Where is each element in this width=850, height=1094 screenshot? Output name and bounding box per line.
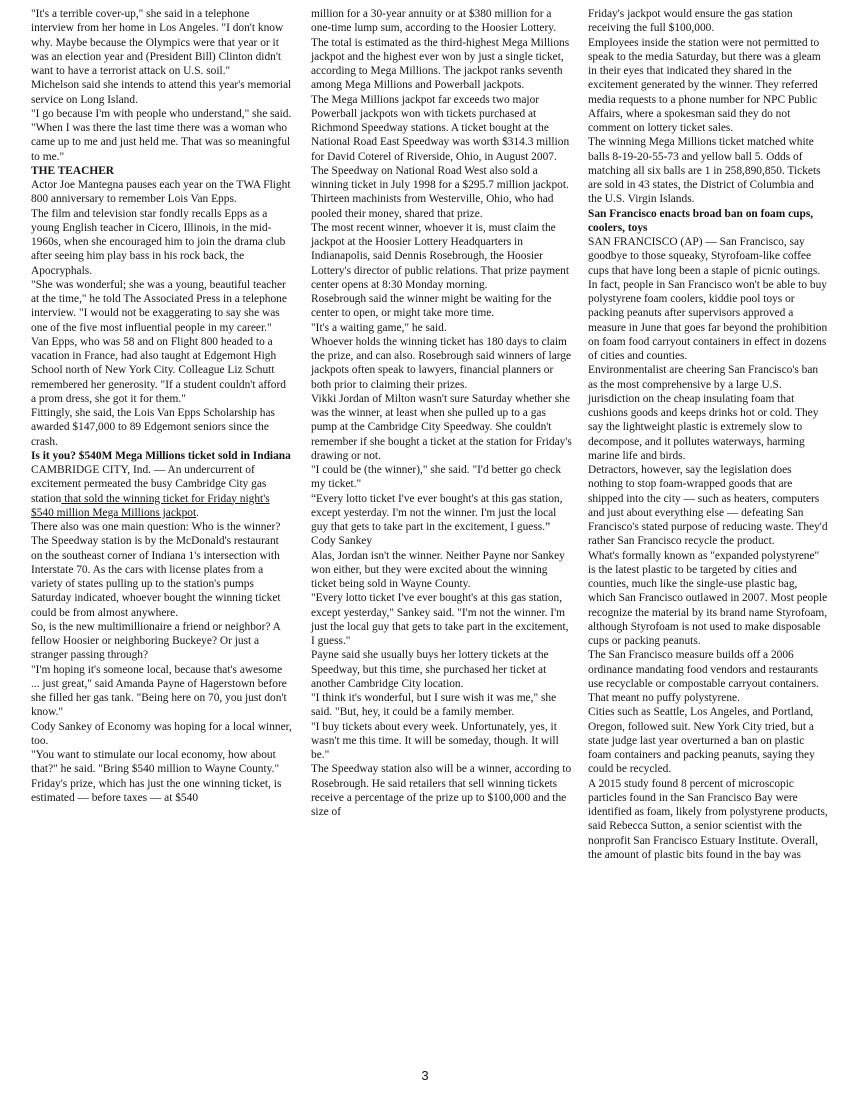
- paragraph: The winning Mega Millions ticket matched white balls 8-19-20-55-73 and yellow ball 5. Odds of matching all six balls are 1 in 258,890,850. Tickets are sold in 43 states, the District of Columbia and the U.S. Virgin Islands.: [588, 136, 821, 206]
- paragraph: SAN FRANCISCO (AP) — San Francisco, say goodbye to those squeaky, Styrofoam-like coffee cups that have long been a staple of picnic outings.: [588, 236, 821, 277]
- paragraph: "You want to stimulate our local economy, how about that?" he said. "Bring $540 million to Wayne County.": [31, 749, 280, 776]
- paragraph: "I could be (the winner)," she said. "I'd better go check my ticket.": [311, 464, 562, 491]
- paragraph: A 2015 study found 8 percent of microscopic particles found in the San Francisco Bay were identified as foam, likely from polystyrene products, said Rebecca Sutton, a senior scientist with the nonprofit San Francisco Estuary Institute. Overall, the amount of plastic bits found in the bay was: [588, 777, 828, 861]
- paragraph: [31, 463, 293, 520]
- column-right: [588, 7, 828, 862]
- paragraph: "I buy tickets about every week. Unfortunately, yes, it wasn't me this time. It will be someday, though. It will be.": [311, 720, 559, 761]
- paragraph: There also was one main question: Who is the winner?: [31, 521, 281, 533]
- page-number: 3: [421, 1068, 429, 1083]
- paragraph: "She was wonderful; she was a young, beautiful teacher at the time," he told The Associated Press in a telephone interview. "I would not be exaggerating to say she was one of the five most influential people in my career.": [31, 278, 287, 334]
- article-headline-foam-ban: San Francisco enacts broad ban on foam cups, coolers, toys: [588, 207, 814, 234]
- paragraph: The Mega Millions jackpot far exceeds two major Powerball jackpots won with tickets purchased at Richmond Speedway stations. A ticket bought at the National Road East Speedway was worth $314.3 million for David Coterel of Riverside, Ohio, in August 2007. The Speedway on National Road West also sold a winning ticket in July 1998 for a $295.7 million jackpot. Thirteen machinists from Westerville, Ohio, who had pooled their money, shared that prize.: [311, 93, 570, 220]
- paragraph: "I think it's wonderful, but I sure wish it was me," she said. "But, hey, it could be a family member.: [311, 692, 557, 719]
- paragraph: So, is the new multimillionaire a friend or neighbor? A fellow Hoosier or neighboring Buckeye? Or just a stranger passing through?: [31, 620, 281, 662]
- paragraph: Vikki Jordan of Milton wasn't sure Saturday whether she was the winner, at least when she pulled up to a gas pump at the Cambridge City Speedway. She couldn't remember if she bought a ticket at the station for Friday's drawing or not.: [311, 392, 572, 462]
- paragraph: Environmentalist are cheering San Francisco's ban as the most comprehensive by a large U.S. jurisdiction on the cheap insulating foam that cushions goods and keeps drinks hot or cold. They say the lightweight plastic is extremely slow to decompose, and it pollutes waterways, harming marine life and birds.: [588, 364, 819, 462]
- paragraph: Rosebrough said the winner might be waiting for the center to open, or might take more time.: [311, 293, 552, 320]
- paragraph: Detractors, however, say the legislation does nothing to stop foam-wrapped goods that are shipped into the city — such as heaters, computers and just about everything else — defeating San Francisco's stated purpose of reducing waste. They'd rather San Francisco recycle the product.: [588, 464, 828, 548]
- paragraph: Van Epps, who was 58 and on Flight 800 headed to a vacation in France, had also taught at Edgemont High School north of New York City. Colleague Liz Schutt remembered her generosity. "If a student couldn't afford a prom dress, she got it for them.": [31, 335, 286, 405]
- article-headline-mega-millions: Is it you? $540M Mega Millions ticket sold in Indiana: [31, 449, 291, 462]
- paragraph: The Speedway station is by the McDonald's restaurant on the southeast corner of Indiana 1's intersection with Interstate 70. As the cars with license plates from a variety of states pulling up to the station's pumps Saturday indicated, whoever bought the winning ticket could be from almost anywhere.: [31, 535, 281, 619]
- section-heading-teacher: THE TEACHER: [31, 164, 115, 177]
- paragraph: Michelson said she intends to attend this year's memorial service on Long Island.: [31, 79, 292, 106]
- paragraph: What's formally known as "expanded polystyrene" is the latest plastic to be targeted by cities and counties, much like the single-use plastic bag, which San Francisco outlawed in 2007. Most people recognize the material by its brand name Styrofoam, although Styrofoam is not used to make disposable cups or packing peanuts.: [588, 549, 828, 647]
- paragraph: The film and television star fondly recalls Epps as a young English teacher in Cicero, Illinois, in the mid-1960s, when she encouraged him to join the drama club after seeing him play bass in his rock back, the Apocryphals.: [31, 207, 286, 277]
- paragraph: Friday's prize, which has just the one winning ticket, is estimated — before taxes — at $540: [31, 777, 282, 804]
- paragraph: "I'm hoping it's someone local, because that's awesome ... just great," said Amanda Payne of Hagerstown before she filled her gas tank. "Being here on 70, you just don't know.": [31, 663, 287, 719]
- paragraph: Cody Sankey of Economy was hoping for a local winner, too.: [31, 720, 292, 747]
- dateline-text: CAMBRIDGE CITY, Ind. — An undercurrent of excitement permeated the busy Cambridge City gas station: [31, 464, 267, 505]
- paragraph: "It's a waiting game," he said.: [311, 321, 447, 334]
- column-middle: [311, 7, 573, 819]
- paragraph: million for a 30-year annuity or at $380 million for a one-time lump sum, according to the Hoosier Lottery. The total is estimated as the third-highest Mega Millions jackpot and the highest ever won by just a single ticket, according to Mega Millions. The jackpot ranks seventh among Mega Millions and Powerball jackpots.: [311, 8, 570, 92]
- pull-quote-attribution: Cody Sankey: [311, 535, 373, 548]
- paragraph: The San Francisco measure builds off a 2006 ordinance mandating food vendors and restaurants use recyclable or compostable carryout containers. That meant no puffy polystyrene.: [588, 649, 819, 704]
- paragraph: Fittingly, she said, the Lois Van Epps Scholarship has awarded $147,000 to 89 Edgemont seniors since the crash.: [31, 407, 275, 448]
- paragraph: Cities such as Seattle, Los Angeles, and Portland, Oregon, followed suit. New York City tried, but a state judge last year overturned a ban on plastic foam containers and packing peanuts, saying they could be recycled.: [588, 706, 815, 776]
- paragraph: "I go because I'm with people who understand," she said. "When I was there the last time there was a woman who came up to me and just held me. That was so meaningful to me.": [31, 107, 292, 163]
- paragraph: In fact, people in San Francisco won't be able to buy polystyrene foam coolers, kiddie pool toys or packing peanuts after supervisors approved a measure in June that goes far beyond the prohibition on foam food carryout containers in effect in dozens of cities and counties.: [588, 278, 828, 362]
- article-link[interactable]: that sold the winning ticket for Friday night's $540 million Mega Millions jackpot: [31, 492, 270, 519]
- paragraph: "Every lotto ticket I've ever bought's at this gas station, except yesterday," Sankey said. "I'm not the winner. I'm just the local guy that gets to take part in the excitement, I guess.": [311, 592, 569, 647]
- paragraph: The Speedway station also will be a winner, according to Rosebrough. He said retailers that sell winning tickets receive a percentage of the prize up to $100,000 and the size of: [311, 763, 572, 818]
- paragraph: Friday's jackpot would ensure the gas station receiving the full $100,000.: [588, 8, 793, 35]
- paragraph: "It's a terrible cover-up," she said in a telephone interview from her home in Los Angeles. "I don't know why. Maybe because the Olympics were that year or it was an election year and (President Bill) Clinton didn't want to have a terrorist attack on U.S. soil.": [31, 8, 284, 77]
- paragraph: Actor Joe Mantegna pauses each year on the TWA Flight 800 anniversary to remember Lois Van Epps.: [31, 179, 291, 206]
- period-text: .: [196, 506, 200, 519]
- column-left: [31, 7, 293, 805]
- paragraph: Alas, Jordan isn't the winner. Neither Payne nor Sankey won either, but they were excited about the winning ticket being sold in Wayne County.: [311, 549, 565, 590]
- paragraph: Payne said she usually buys her lottery tickets at the Speedway, but this time, she purchased her ticket at another Cambridge City location.: [311, 649, 549, 690]
- pull-quote: “Every lotto ticket I've ever bought's at this gas station, except yesterday. I'm not the winner. I'm just the local guy that gets to take part in the excitement, I guess.”: [311, 492, 563, 533]
- paragraph: Employees inside the station were not permitted to speak to the media Saturday, but there was a gleam in their eyes that indicated they shared in the excitement generated by the winner. They referred media requests to a phone number for NPC Public Affairs, where a spokesman said they do not comment on lottery ticket sales.: [588, 36, 821, 134]
- paragraph: The most recent winner, whoever it is, must claim the jackpot at the Hoosier Lottery Headquarters in Indianapolis, said Dennis Rosebrough, the Hoosier Lottery's director of public relations. That prize payment center opens at 8:30 Monday morning.: [311, 221, 570, 291]
- paragraph: Whoever holds the winning ticket has 180 days to claim the prize, and can also. Rosebrough said winners of large jackpots often speak to lawyers, financial planners or both prior to claiming their prizes.: [311, 335, 572, 391]
